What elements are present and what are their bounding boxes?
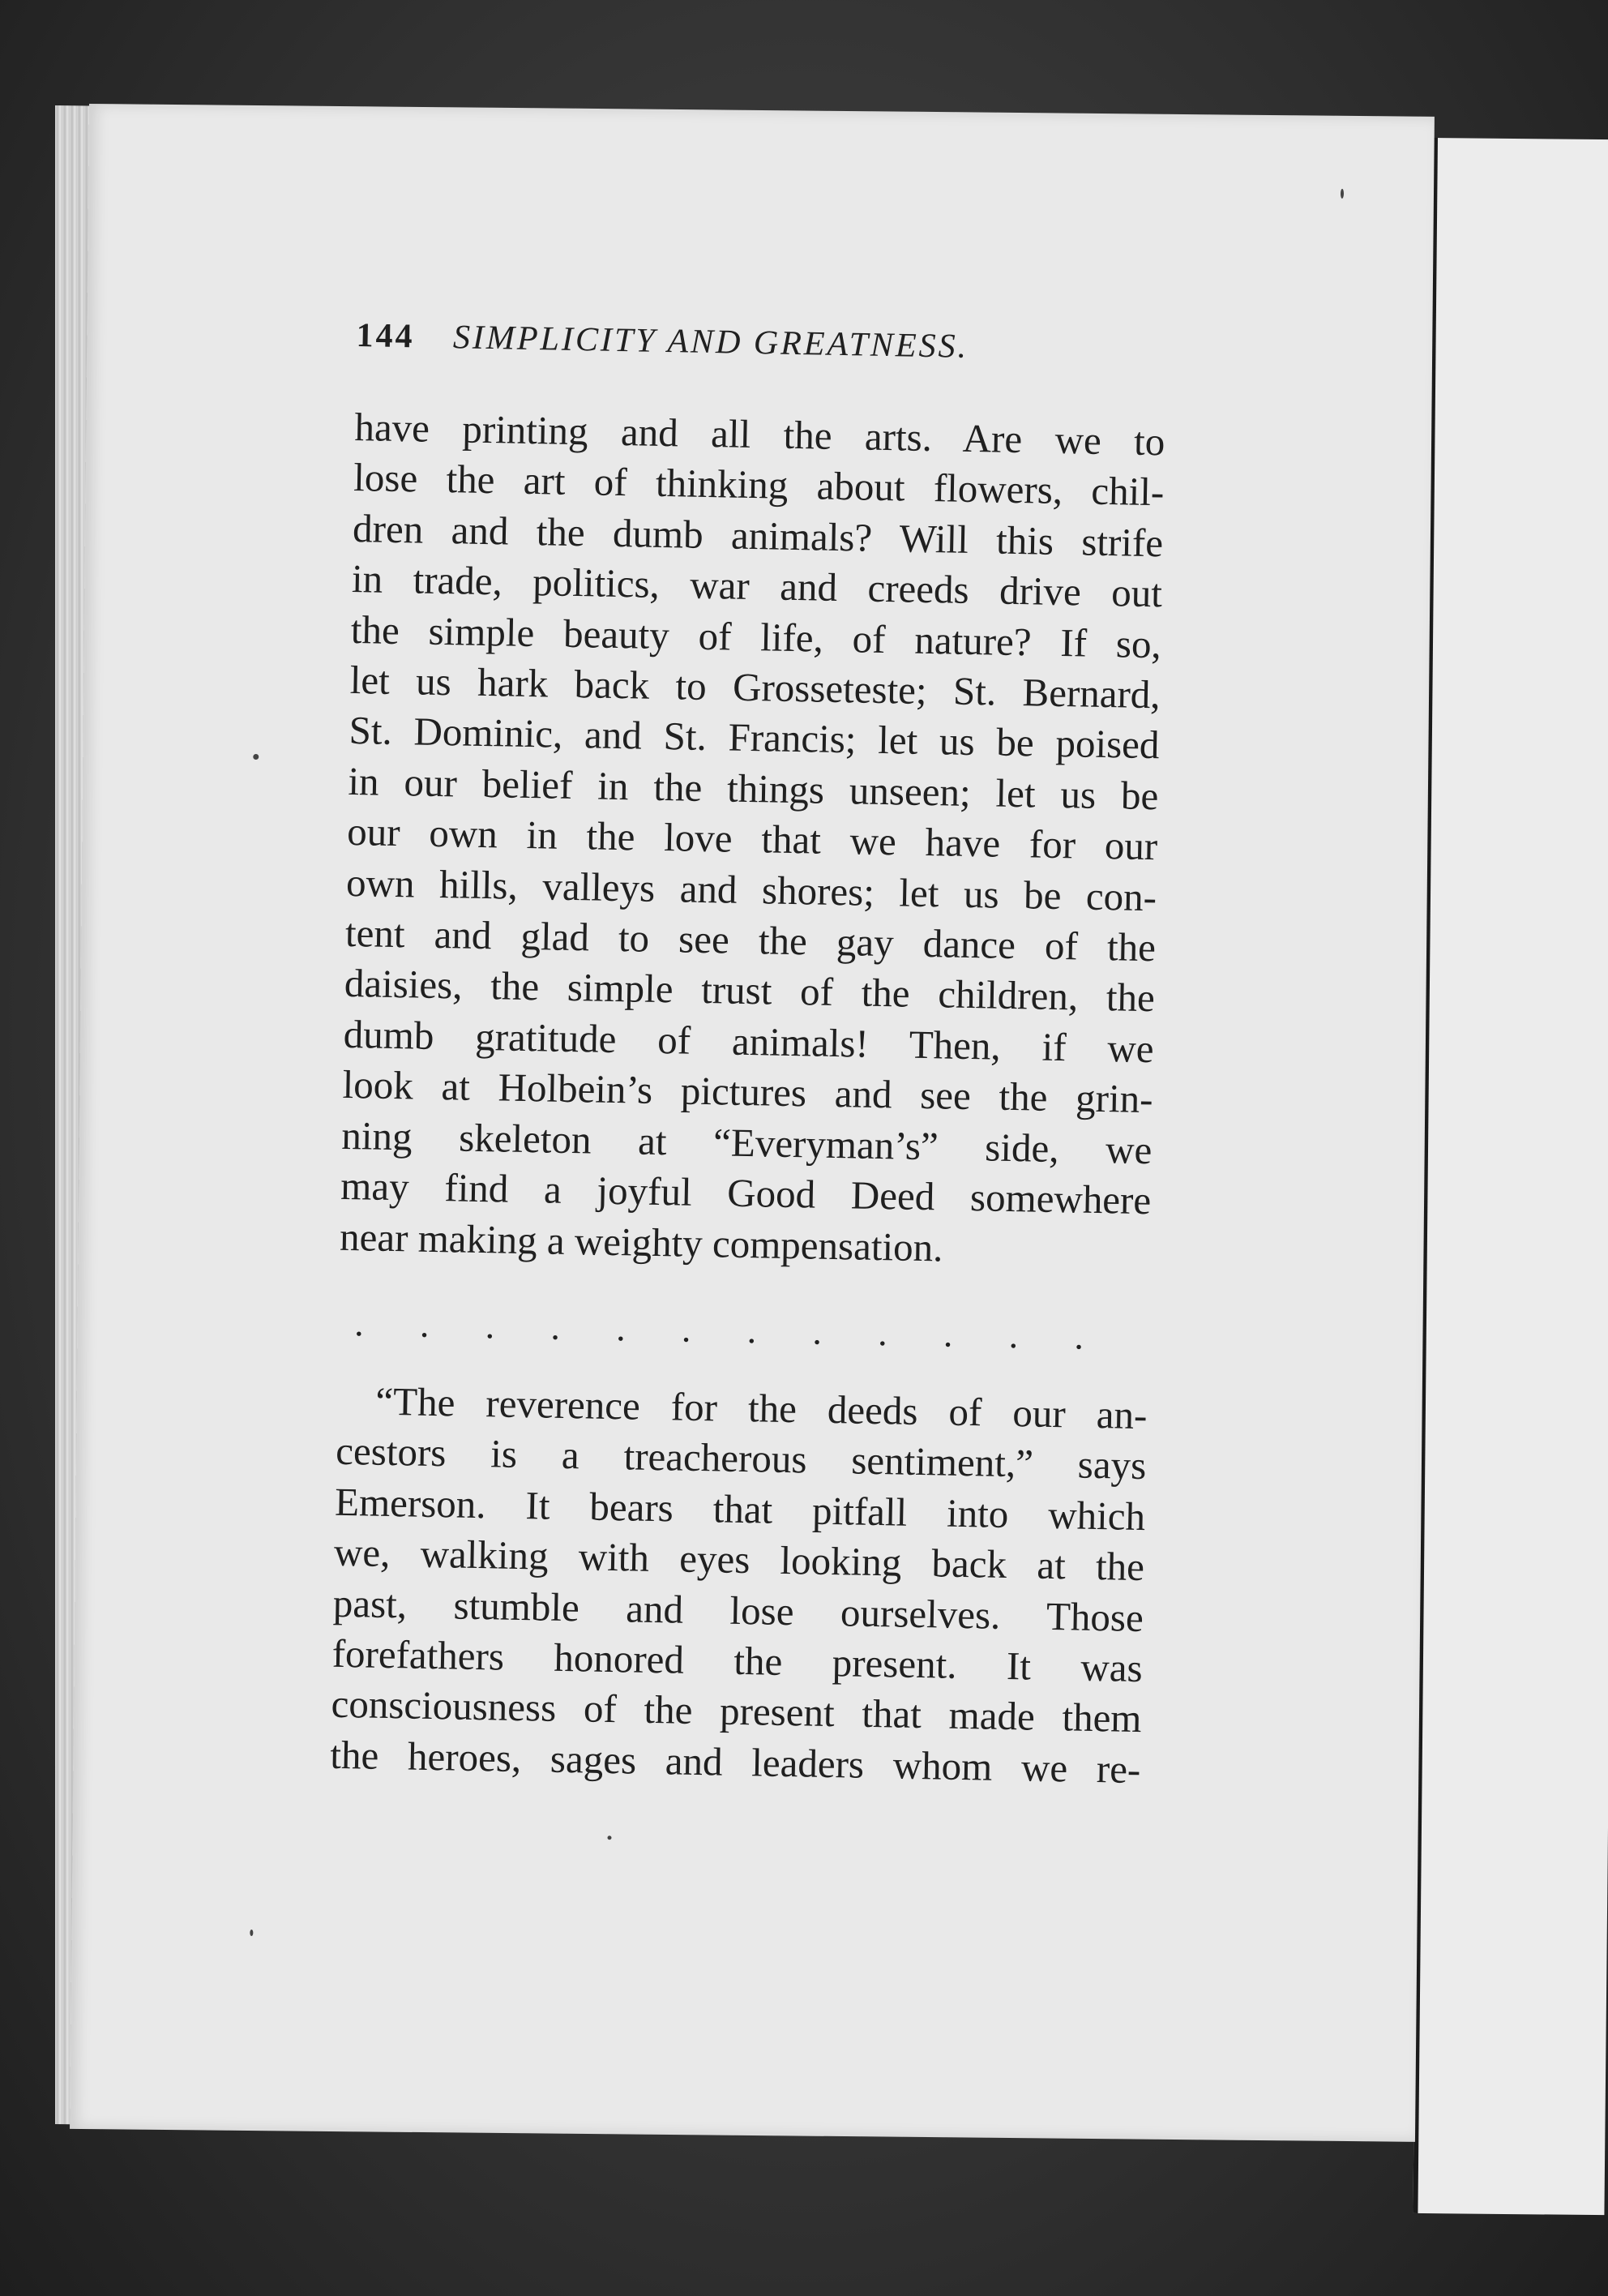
text-line: the heroes, sages and leaders whom we re-: [329, 1732, 1141, 1792]
text-line: in our belief in the things unseen; let us be: [347, 758, 1159, 819]
text-line: the simple beauty of life, of nature? If so,: [350, 606, 1162, 666]
text-line: dren and the dumb animals? Will this strife: [352, 505, 1164, 566]
text-line: ning skeleton at “Everyman’s” side, we: [340, 1112, 1153, 1172]
text-line: our own in the love that we have for our: [346, 809, 1158, 869]
separator-dot: .: [615, 1306, 627, 1349]
page-text: [330, 316, 1248, 1797]
text-line: near making a weighty compensation.: [339, 1214, 943, 1270]
text-line: in trade, politics, war and creeds drive out: [351, 556, 1163, 616]
text-line: look at Holbein’s pictures and see the grin-: [342, 1062, 1153, 1122]
text-line: past, stumble and lose ourselves. Those: [332, 1580, 1144, 1640]
running-head-title: SIMPLICITY AND GREATNESS.: [452, 319, 969, 366]
separator-dot: .: [812, 1310, 823, 1352]
separator-dot: .: [877, 1311, 888, 1354]
separator-dot: .: [485, 1304, 495, 1347]
separator-dot: .: [353, 1302, 365, 1344]
paper-speck: [250, 1930, 253, 1936]
section-separator-dots: [338, 1303, 1084, 1357]
text-line: own hills, valleys and shores; let us be con-: [345, 859, 1157, 919]
text-line: may find a joyful Good Deed somewhere: [340, 1163, 1152, 1223]
paragraph-1: [340, 402, 1165, 1277]
facing-page: [1413, 138, 1608, 2215]
text-line: “The reverence for the deeds of our an-: [374, 1378, 1148, 1438]
text-line: have printing and all the arts. Are we to: [353, 404, 1165, 465]
text-line: consciousness of the present that made them: [331, 1681, 1142, 1741]
separator-dot: .: [1074, 1315, 1084, 1357]
separator-dot: .: [746, 1309, 757, 1351]
separator-dot: .: [1008, 1313, 1019, 1356]
text-line: dumb gratitude of animals! Then, if we: [343, 1011, 1155, 1072]
text-line: St. Dominic, and St. Francis; let us be poised: [349, 708, 1160, 768]
text-line: cestors is a treacherous sentiment,” says: [335, 1429, 1147, 1489]
paragraph-2: [330, 1376, 1148, 1795]
separator-dot: .: [681, 1308, 691, 1350]
text-line: forefathers honored the present. It was: [331, 1630, 1144, 1690]
separator-dot: .: [550, 1305, 561, 1347]
paper-speck: [607, 1836, 611, 1840]
text-line: daisies, the simple trust of the children, the: [344, 961, 1156, 1021]
text-line: let us hark back to Grosseteste; St. Bernard,: [349, 657, 1161, 718]
text-line: lose the art of thinking about flowers, chil-: [353, 455, 1165, 515]
paper-speck: [1341, 189, 1344, 199]
separator-dot: .: [943, 1313, 953, 1355]
paper-speck: [253, 754, 259, 760]
text-line: tent and glad to see the gay dance of the: [344, 910, 1157, 970]
page-number: 144: [356, 316, 415, 356]
text-line: Emerson. It bears that pitfall into which: [334, 1479, 1146, 1539]
text-line: we, walking with eyes looking back at the: [333, 1529, 1145, 1590]
separator-dot: .: [419, 1303, 430, 1345]
